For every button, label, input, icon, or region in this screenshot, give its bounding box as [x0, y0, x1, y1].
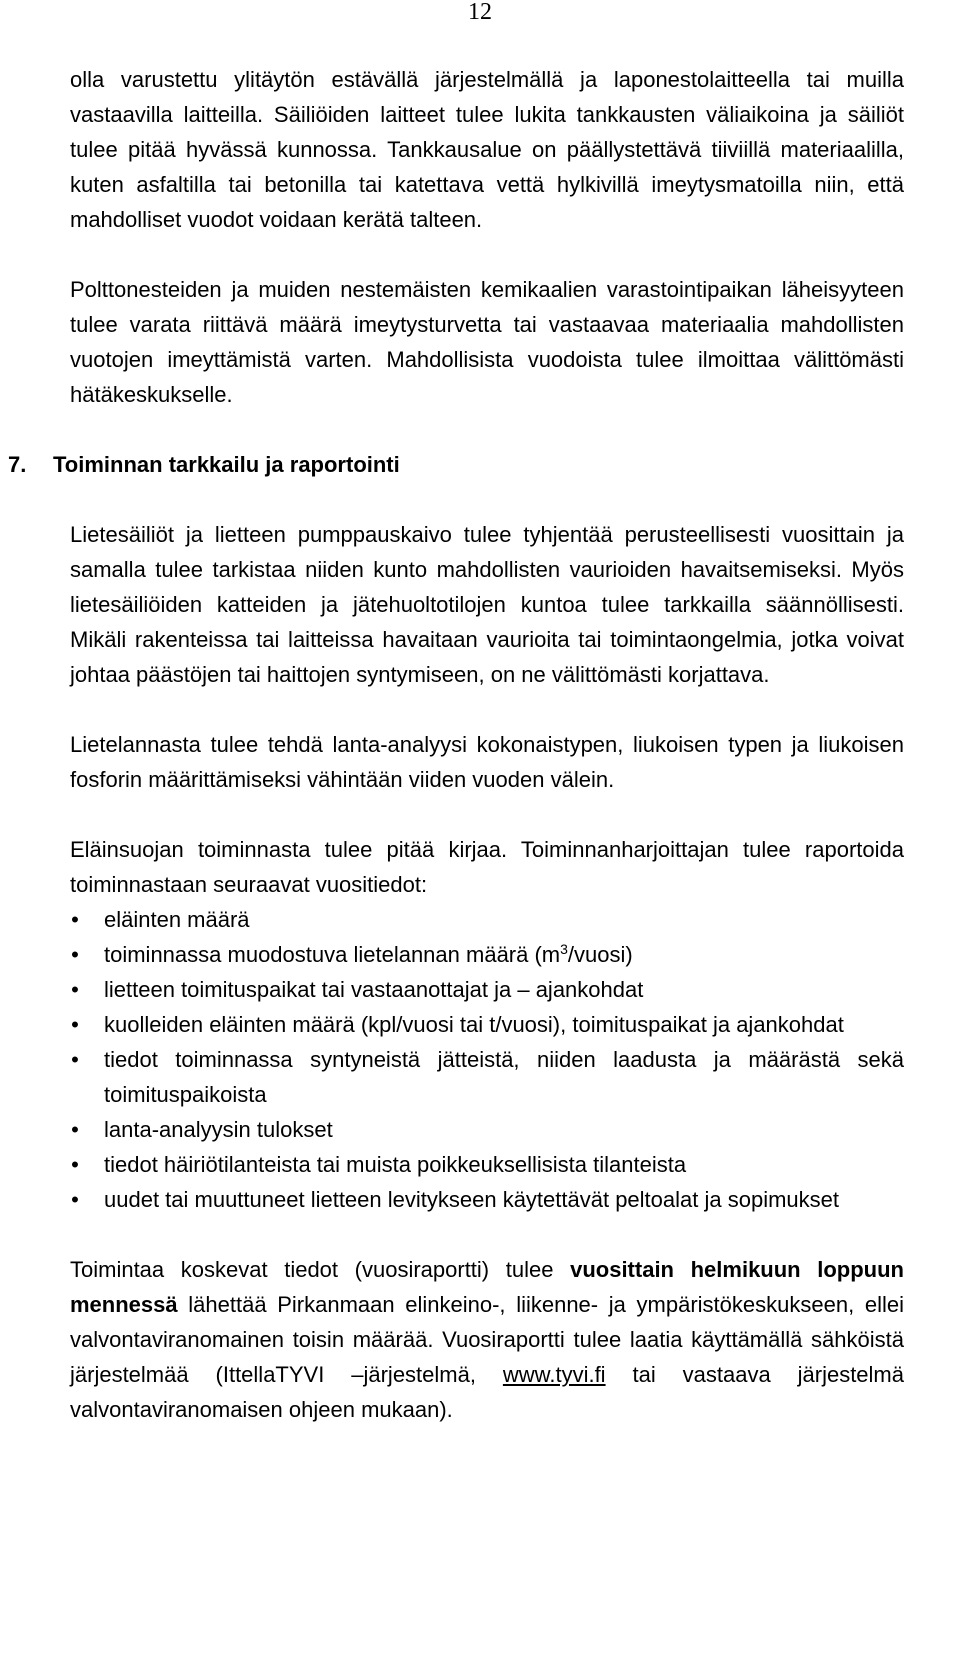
list-item: [70, 972, 904, 1007]
annual-report-list: [70, 902, 904, 1217]
list-item-text: tiedot toiminnassa syntyneistä jätteistä, niiden laadusta ja määrästä sekä toimituspaikoista: [104, 1047, 904, 1107]
list-item: [70, 1112, 904, 1147]
list-item-text: lanta-analyysin tulokset: [104, 1117, 333, 1142]
list-item-text: /vuosi): [567, 942, 633, 967]
document-body: [8, 62, 904, 1427]
paragraph-storage-tanks: olla varustettu ylitäytön estävällä järjestelmällä ja laponestolaitteella tai muilla vastaavilla laitteilla. Säiliöiden laitteet tulee lukita tankkausten väliaikoina ja säiliöt tulee pitää hyvässä kunnossa. Tankkausalue on päällystettävä tiiviillä materiaalilla, kuten asfaltilla tai betonilla tai katettava vettä hylkivillä imeytysmatoilla niin, että mahdolliset vuodot voidaan kerätä talteen.: [70, 67, 904, 232]
bullet-icon: •: [71, 907, 79, 932]
list-item: [70, 1042, 904, 1112]
list-item: [70, 1007, 904, 1042]
section-title: Toiminnan tarkkailu ja raportointi: [53, 452, 400, 477]
bullet-icon: •: [71, 1187, 79, 1212]
bullet-icon: •: [71, 1047, 79, 1072]
list-item-text: toiminnassa muodostuva lietelannan määrä (m: [104, 942, 561, 967]
bullet-icon: •: [71, 977, 79, 1002]
list-item: [70, 1147, 904, 1182]
bullet-icon: •: [71, 1117, 79, 1142]
paragraph-sludge-tanks: Lietesäiliöt ja lietteen pumppauskaivo tulee tyhjentää perusteellisesti vuosittain ja samalla tulee tarkistaa niiden kunto mahdollisten vaurioiden havaitsemiseksi. Myös lietesäiliöiden katteiden ja jätehuoltotilojen kuntoa tulee tarkkailla säännöllisesti. Mikäli rakenteissa tai laitteissa havaitaan vaurioita tai toimintaongelmia, jotka voivat johtaa päästöjen tai haittojen syntymiseen, on ne välittömästi korjattava.: [70, 522, 904, 687]
deadline-text: vuosittain helmikuun loppuun mennessä: [70, 1257, 904, 1317]
text-run: lähettää Pirkanmaan elinkeino-, liikenne- ja ympäristökeskukseen, ellei valvontaviranomainen toisin määrää. Vuosiraportti tulee laatia käyttämällä sähköistä järjestelmää (IttellaTYVI –järjestelmä,: [70, 1292, 904, 1387]
section-heading: [8, 447, 904, 482]
list-item-text: eläinten määrä: [104, 907, 250, 932]
list-item: [70, 902, 904, 937]
section-number: 7.: [8, 452, 27, 477]
list-item-text: tiedot häiriötilanteista tai muista poikkeuksellisista tilanteista: [104, 1152, 687, 1177]
text-run: Toimintaa koskevat tiedot (vuosiraportti) tulee: [70, 1257, 571, 1282]
bullet-icon: •: [71, 942, 79, 967]
paragraph-record-keeping: Eläinsuojan toiminnasta tulee pitää kirjaa. Toiminnanharjoittajan tulee raportoida toiminnastaan seuraavat vuositiedot:: [70, 837, 904, 897]
superscript: 3: [560, 941, 568, 957]
list-item-text: kuolleiden eläinten määrä (kpl/vuosi tai t/vuosi), toimituspaikat ja ajankohdat: [104, 1012, 844, 1037]
bullet-icon: •: [71, 1012, 79, 1037]
list-item-text: lietteen toimituspaikat tai vastaanottajat ja – ajankohdat: [104, 977, 644, 1002]
list-item: [70, 937, 904, 972]
paragraph-manure-analysis: Lietelannasta tulee tehdä lanta-analyysi kokonaistypen, liukoisen typen ja liukoisen fosforin määrittämiseksi vähintään viiden vuoden välein.: [70, 732, 904, 792]
bullet-icon: •: [71, 1152, 79, 1177]
page-number: 12: [468, 0, 492, 25]
text-run: tai vastaava järjestelmä valvontaviranomaisen ohjeen mukaan).: [70, 1362, 904, 1422]
paragraph-chemical-storage: Polttonesteiden ja muiden nestemäisten kemikaalien varastointipaikan läheisyyteen tulee varata riittävä määrä imeytysturvetta tai vastaavaa materiaalia mahdollisten vuotojen imeyttämistä varten. Mahdollisista vuodoista tulee ilmoittaa välittömästi hätäkeskukselle.: [70, 277, 904, 407]
tyvi-link[interactable]: www.tyvi.fi: [502, 1362, 606, 1387]
paragraph-annual-report: [70, 1252, 904, 1427]
list-item: [70, 1182, 904, 1217]
list-item-text: uudet tai muuttuneet lietteen levitykseen käytettävät peltoalat ja sopimukset: [104, 1187, 839, 1212]
